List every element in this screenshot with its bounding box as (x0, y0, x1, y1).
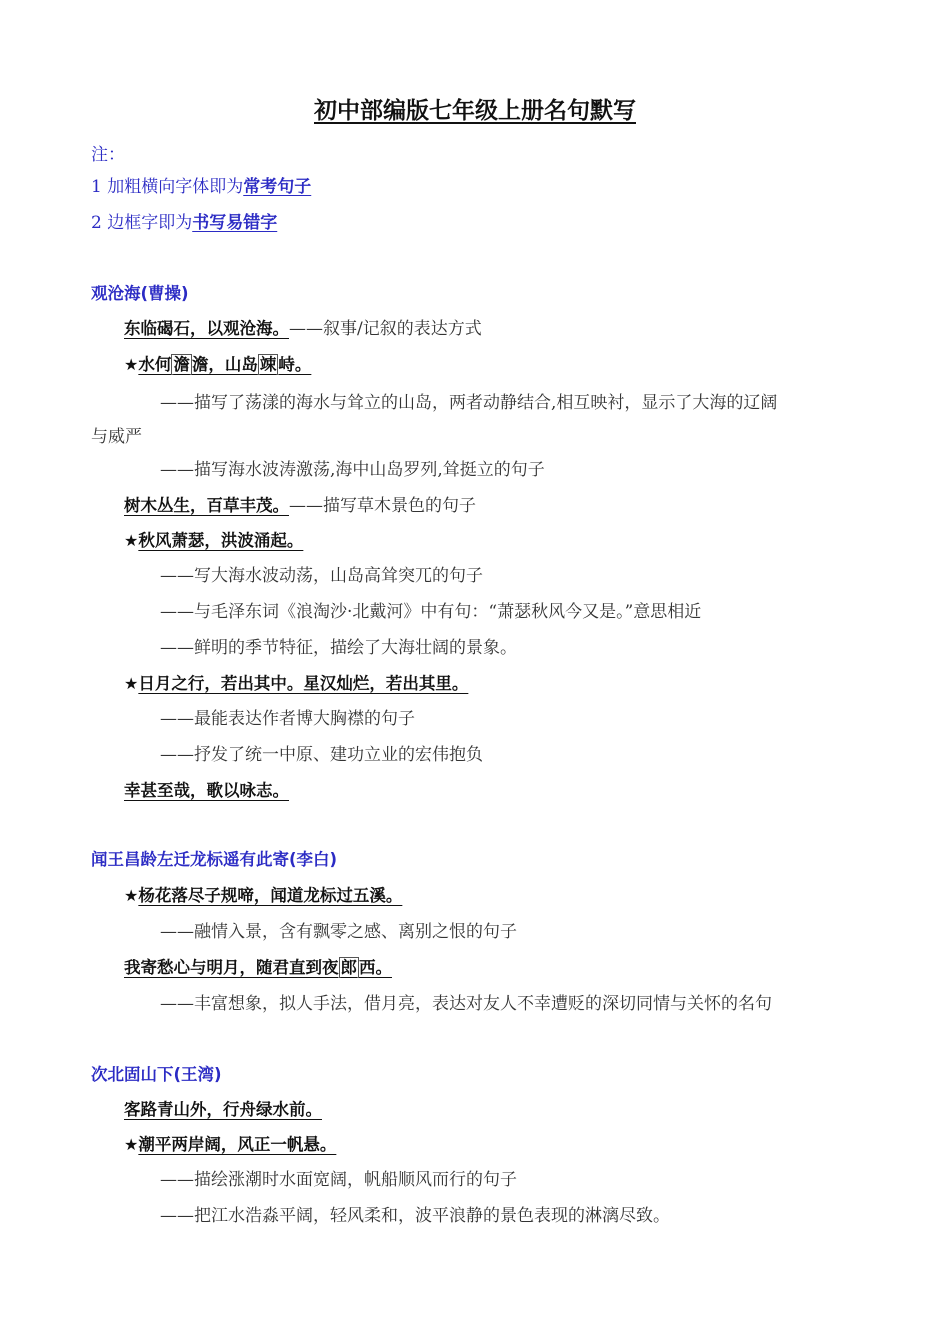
section-heading-3: 次北固山下(王湾) (91, 1065, 222, 1084)
poem-line (124, 318, 482, 340)
poem-line (124, 957, 392, 979)
note-1-text: 1 加粗横向字体即为 (91, 177, 244, 197)
section-heading-2: 闻王昌龄左迁龙标遥有此寄(李白) (91, 850, 338, 869)
annotation: ——把江水浩淼平阔，轻风柔和，波平浪静的景色表现的淋漓尽致。 (160, 1206, 670, 1226)
poem-line (124, 780, 289, 802)
key-sentence: 潮平两岸阔，风正一帆悬。 (138, 1135, 337, 1154)
error-prone-char: 澹 (173, 355, 190, 374)
poem-line (124, 495, 476, 517)
poem-line (124, 673, 468, 695)
key-sentence: 客路青山外，行舟绿水前。 (124, 1100, 322, 1119)
key-sentence (138, 354, 311, 375)
note-2-text: 2 边框字即为 (91, 213, 193, 233)
note-1-emphasis: 常考句子 (243, 177, 312, 197)
document-title: 初中部编版七年级上册名句默写 (314, 98, 636, 124)
star-icon: ★ (124, 674, 139, 693)
annotation: ——鲜明的季节特征，描绘了大海壮阔的景象。 (160, 638, 517, 658)
key-sentence: 日月之行，若出其中。星汉灿烂，若出其里。 (138, 674, 469, 693)
star-icon: ★ (124, 886, 139, 905)
star-icon: ★ (124, 531, 139, 550)
poem-line (124, 885, 402, 907)
sentence-part: 西。 (359, 958, 392, 977)
annotation: ——融情入景，含有飘零之感、离别之恨的句子 (160, 922, 517, 942)
annotation: ——描写草木景色的句子 (289, 496, 476, 516)
star-icon: ★ (124, 1135, 139, 1154)
annotation: ——抒发了统一中原、建功立业的宏伟抱负 (160, 745, 483, 765)
annotation: ——描写了荡漾的海水与耸立的山岛，两者动静结合,相互映衬，显示了大海的辽阔 (160, 393, 778, 413)
note-line-1 (91, 176, 311, 198)
poem-line (124, 530, 303, 552)
key-sentence: 幸甚至哉，歌以咏志。 (124, 781, 289, 800)
key-sentence: 秋风萧瑟，洪波涌起。 (138, 531, 304, 550)
sentence-part: 我寄愁心与明月，随君直到夜 (124, 958, 339, 977)
key-sentence: 杨花落尽子规啼，闻道龙标过五溪。 (138, 886, 403, 905)
annotation: ——丰富想象，拟人手法，借月亮，表达对友人不幸遭贬的深切同情与关怀的名句 (160, 994, 772, 1014)
error-prone-char: 竦 (259, 355, 277, 374)
sentence-part: 澹，山岛 (191, 355, 258, 374)
annotation: ——写大海水波动荡，山岛高耸突兀的句子 (160, 566, 483, 586)
sentence-part: 峙。 (278, 355, 312, 374)
note-2-emphasis: 书写易错字 (192, 213, 278, 233)
notes-label: 注： (91, 145, 125, 165)
star-icon: ★ (124, 355, 139, 374)
annotation: ——叙事/记叙的表达方式 (289, 319, 482, 339)
poem-line (124, 354, 311, 376)
annotation: ——描绘涨潮时水面宽阔，帆船顺风而行的句子 (160, 1170, 517, 1190)
error-prone-char: 郎 (340, 958, 357, 977)
key-sentence: 东临碣石，以观沧海。 (124, 319, 289, 338)
sentence-part: 水何 (138, 355, 172, 374)
annotation: ——最能表达作者博大胸襟的句子 (160, 709, 415, 729)
section-heading-1: 观沧海(曹操) (91, 284, 189, 303)
key-sentence: 树木丛生，百草丰茂。 (124, 496, 289, 515)
poem-line (124, 1099, 322, 1121)
annotation: ——与毛泽东词《浪淘沙·北戴河》中有句：“萧瑟秋风今又是。”意思相近 (160, 602, 702, 622)
poem-line (124, 1134, 336, 1156)
annotation: ——描写海水波涛激荡,海中山岛罗列,耸挺立的句子 (160, 460, 545, 480)
key-sentence (124, 957, 392, 978)
annotation: 与威严 (91, 427, 142, 447)
note-line-2 (91, 212, 277, 234)
